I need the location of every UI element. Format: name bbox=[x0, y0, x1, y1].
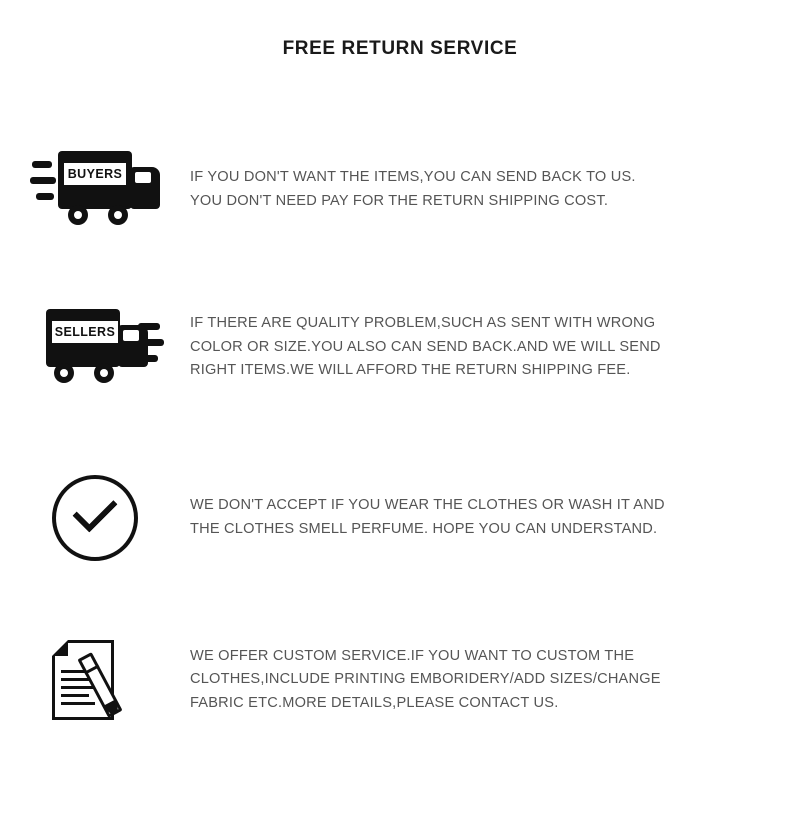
policy-text-line: FABRIC ETC.MORE DETAILS,PLEASE CONTACT US. bbox=[190, 694, 559, 711]
policy-rows bbox=[0, 120, 800, 755]
policy-text-custom-service bbox=[190, 645, 800, 716]
policy-text-line: THE CLOTHES SMELL PERFUME. HOPE YOU CAN UNDERSTAND. bbox=[190, 520, 658, 537]
row-icon-container bbox=[0, 475, 190, 561]
document-pencil-icon bbox=[48, 634, 142, 726]
policy-text-line: RIGHT ITEMS.WE WILL AFFORD THE RETURN SHIPPING FEE. bbox=[190, 362, 631, 379]
truck-buyers-icon bbox=[30, 147, 160, 233]
policy-text-line: CLOTHES,INCLUDE PRINTING EMBORIDERY/ADD SIZES/CHANGE bbox=[190, 671, 661, 688]
policy-text-line: IF THERE ARE QUALITY PROBLEM,SUCH AS SENT WITH WRONG bbox=[190, 315, 656, 332]
row-icon-container bbox=[0, 147, 190, 233]
row-icon-container bbox=[0, 634, 190, 726]
check-mark-icon bbox=[72, 487, 117, 532]
truck-badge-label: BUYERS bbox=[64, 163, 126, 185]
policy-row-buyers bbox=[0, 120, 800, 260]
truck-wheel bbox=[94, 363, 114, 383]
truck-badge-label: SELLERS bbox=[52, 321, 118, 343]
document-fold-corner bbox=[52, 640, 68, 656]
truck-cab bbox=[118, 325, 148, 367]
speed-line bbox=[36, 193, 54, 200]
row-icon-container bbox=[0, 305, 190, 391]
policy-text-sellers bbox=[190, 312, 800, 383]
policy-text-line: COLOR OR SIZE.YOU ALSO CAN SEND BACK.AND WE WILL SEND bbox=[190, 338, 661, 355]
policy-row-sellers bbox=[0, 265, 800, 430]
policy-text-line: IF YOU DON'T WANT THE ITEMS,YOU CAN SEND BACK TO US. bbox=[190, 169, 636, 186]
document-text-line bbox=[61, 702, 95, 705]
policy-text-line: WE OFFER CUSTOM SERVICE.IF YOU WANT TO CUSTOM THE bbox=[190, 647, 635, 664]
truck-wheel bbox=[108, 205, 128, 225]
truck-sellers-icon bbox=[30, 305, 160, 391]
policy-row-condition bbox=[0, 440, 800, 595]
page-title: FREE RETURN SERVICE bbox=[282, 38, 518, 59]
policy-text-line: YOU DON'T NEED PAY FOR THE RETURN SHIPPING COST. bbox=[190, 193, 609, 209]
policy-text-buyers bbox=[190, 166, 800, 213]
speed-line bbox=[32, 161, 52, 168]
policy-text-line: WE DON'T ACCEPT IF YOU WEAR THE CLOTHES OR WASH IT AND bbox=[190, 496, 665, 513]
check-circle-icon bbox=[52, 475, 138, 561]
document-text-line bbox=[61, 694, 89, 697]
truck-wheel bbox=[68, 205, 88, 225]
policy-row-custom-service bbox=[0, 605, 800, 755]
policy-text-condition bbox=[190, 494, 800, 541]
speed-line bbox=[30, 177, 56, 184]
truck-cab bbox=[130, 167, 160, 209]
truck-wheel bbox=[54, 363, 74, 383]
